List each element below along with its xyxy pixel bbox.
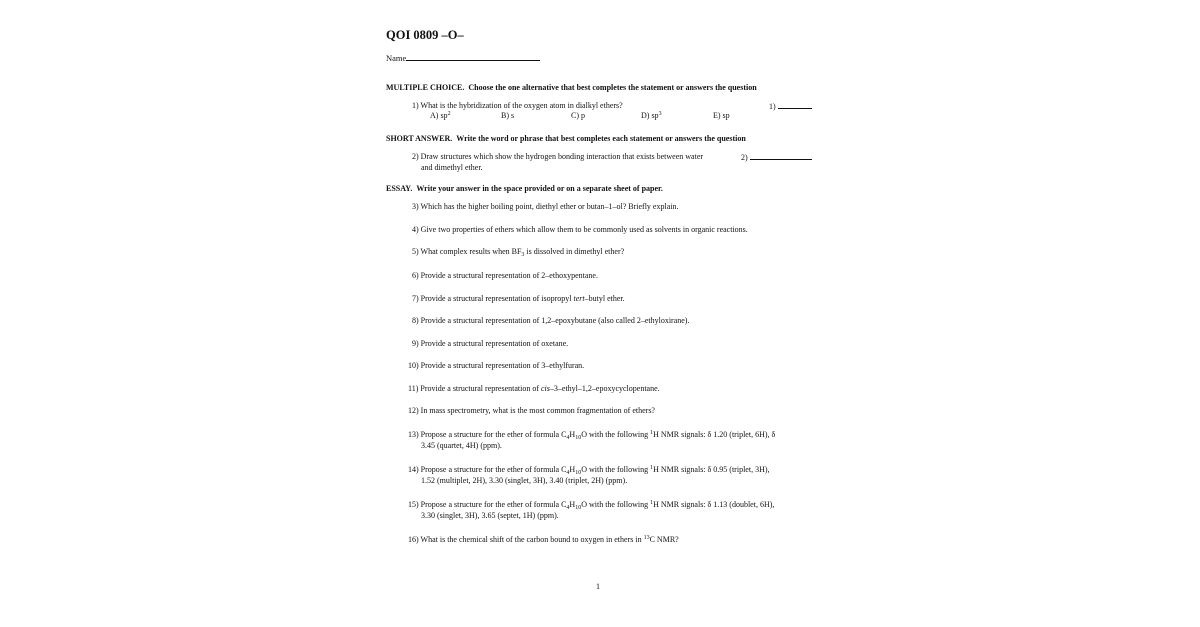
question-2: 2) Draw structures which show the hydrogen bonding interaction that exists between water and dimethyl ether. <box>412 152 704 172</box>
question-12: 12) In mass spectrometry, what is the most common fragmentation of ethers? <box>408 406 655 415</box>
choice-e[interactable]: E) sp <box>713 111 730 120</box>
question-13: 13) Propose a structure for the ether of formula $C_4H_{10}O$ with the following $^1$H NMR signals: δ 1.20 (triplet, 6H), δ 3.45 (quartet, 4H) (ppm). <box>408 430 776 450</box>
sa-heading: SHORT ANSWER. <box>386 134 453 143</box>
sa-instruction: Write the word or phrase that best completes each statement or answers the question <box>456 134 746 143</box>
sa-section-heading <box>386 134 746 143</box>
answer-1[interactable]: 1) <box>769 100 812 111</box>
choice-d[interactable]: D) $sp^3$ <box>641 111 662 120</box>
name-blank[interactable] <box>406 52 540 61</box>
mc-heading: MULTIPLE CHOICE. <box>386 83 465 92</box>
answer-2-blank[interactable] <box>750 151 812 160</box>
mc-instruction: Choose the one alternative that best completes the statement or answers the question <box>468 83 757 92</box>
choice-a[interactable]: A) $sp^2$ <box>430 111 451 120</box>
essay-heading: ESSAY. <box>386 184 413 193</box>
page-number: 1 <box>596 582 600 591</box>
question-10: 10) Provide a structural representation of 3–ethylfuran. <box>408 361 585 370</box>
question-8: 8) Provide a structural representation of 1,2–epoxybutane (also called 2–ethyloxirane). <box>412 316 690 325</box>
question-16: 16) What is the chemical shift of the carbon bound to oxygen in ethers in $^{13}$C NMR? <box>408 535 679 544</box>
essay-instruction: Write your answer in the space provided or on a separate sheet of paper. <box>416 184 663 193</box>
question-11: 11) Provide a structural representation of cis–3–ethyl–1,2–epoxycyclopentane. <box>408 384 660 393</box>
question-7: 7) Provide a structural representation of isopropyl tert–butyl ether. <box>412 294 625 303</box>
mc-section-heading <box>386 83 757 92</box>
name-label: Name <box>386 53 407 63</box>
question-5: 5) What complex results when $BF_3$ is dissolved in dimethyl ether? <box>412 247 625 258</box>
question-14: 14) Propose a structure for the ether of formula $C_4H_{10}O$ with the following $^1$H NMR signals: δ 0.95 (triplet, 3H), 1.52 (multiplet, 2H), 3.30 (singlet, 3H), 3.40 (triplet, 2H) (ppm). <box>408 465 770 485</box>
question-4: 4) Give two properties of ethers which allow them to be commonly used as solvents in organic reactions. <box>412 225 748 234</box>
choice-c[interactable]: C) p <box>571 111 585 120</box>
question-3: 3) Which has the higher boiling point, diethyl ether or butan–1–ol? Briefly explain. <box>412 202 679 211</box>
name-field[interactable] <box>386 52 540 63</box>
essay-section-heading <box>386 184 663 193</box>
question-1: 1) What is the hybridization of the oxygen atom in dialkyl ethers? <box>412 101 623 110</box>
page-title: QOI 0809 –O– <box>386 28 464 42</box>
choice-b[interactable]: B) s <box>501 111 515 120</box>
answer-2[interactable]: 2) <box>741 151 812 162</box>
question-9: 9) Provide a structural representation of oxetane. <box>412 339 569 348</box>
question-15: 15) Propose a structure for the ether of formula $C_4H_{10}O$ with the following $^1$H NMR signals: δ 1.13 (doublet, 6H), 3.30 (singlet, 3H), 3.65 (septet, 1H) (ppm). <box>408 500 775 520</box>
answer-1-blank[interactable] <box>778 100 812 109</box>
question-6: 6) Provide a structural representation of 2–ethoxypentane. <box>412 271 598 280</box>
